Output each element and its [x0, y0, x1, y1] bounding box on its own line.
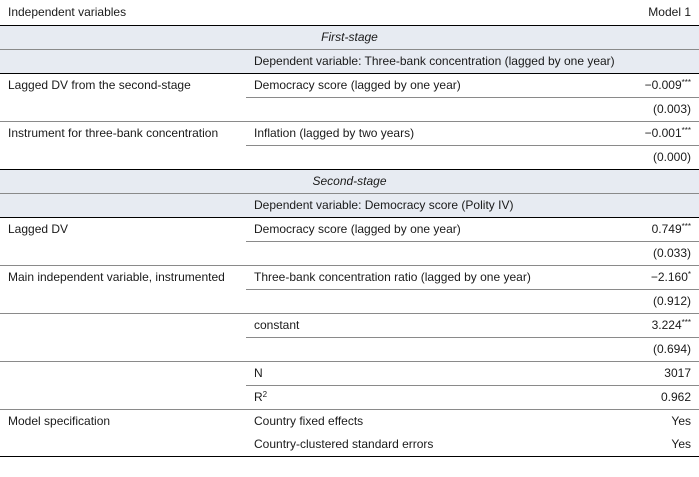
- second-stage-title: Second-stage: [0, 170, 699, 194]
- table-row: [0, 122, 699, 146]
- n-label: N: [246, 362, 609, 386]
- row-coefficient: 0.749***: [609, 218, 699, 242]
- row-label: Main independent variable, instrumented: [8, 270, 225, 285]
- first-stage-title: First-stage: [0, 26, 699, 50]
- second-stage-dv-row: [0, 194, 699, 218]
- row-coefficient: −0.009***: [609, 74, 699, 98]
- row-standard-error: (0.033): [609, 242, 699, 266]
- row-coefficient: 3.224***: [609, 314, 699, 338]
- header-model-1: Model 1: [609, 0, 699, 26]
- row-label: Lagged DV from the second-stage: [8, 78, 191, 93]
- row-standard-error: (0.000): [609, 146, 699, 170]
- stats-row-n: [0, 362, 699, 386]
- table-row: [0, 74, 699, 98]
- row-variable: Democracy score (lagged by one year): [246, 218, 609, 242]
- first-stage-title-row: [0, 26, 699, 50]
- table-row: [0, 146, 699, 170]
- r2-label: $R^2$: [246, 386, 609, 410]
- row-label: [0, 314, 246, 338]
- specification-value: Yes: [609, 433, 699, 457]
- table-row: [0, 218, 699, 242]
- row-standard-error: (0.912): [609, 290, 699, 314]
- table-row: [0, 314, 699, 338]
- specification-row: [0, 433, 699, 457]
- significance-stars: ***: [681, 318, 691, 327]
- row-variable: Three-bank concentration ratio (lagged by one year): [246, 266, 609, 290]
- table-row: [0, 290, 699, 314]
- specification-row: [0, 410, 699, 434]
- second-stage-title-row: [0, 170, 699, 194]
- table-row: [0, 338, 699, 362]
- significance-stars: ***: [681, 222, 691, 231]
- significance-stars: ***: [681, 126, 691, 135]
- stats-row-r2: [0, 386, 699, 410]
- table-header-row: [0, 0, 699, 26]
- row-variable: Democracy score (lagged by one year): [246, 74, 609, 98]
- second-stage-dependent-variable: Dependent variable: Democracy score (Polity IV): [246, 194, 699, 218]
- row-variable: Inflation (lagged by two years): [246, 122, 609, 146]
- row-standard-error: (0.694): [609, 338, 699, 362]
- significance-stars: ***: [681, 78, 691, 87]
- specification-item: Country fixed effects: [254, 414, 364, 428]
- significance-stars: *: [687, 270, 691, 279]
- row-coefficient: −0.001***: [609, 122, 699, 146]
- specification-value: Yes: [671, 414, 691, 428]
- row-label: Lagged DV: [8, 222, 69, 237]
- first-stage-dv-row: [0, 50, 699, 74]
- row-variable: constant: [246, 314, 609, 338]
- specification-label: Model specification: [8, 414, 111, 428]
- specification-item: Country-clustered standard errors: [246, 433, 609, 457]
- r2-value: 0.962: [609, 386, 699, 410]
- row-standard-error: (0.003): [609, 98, 699, 122]
- first-stage-dependent-variable: Dependent variable: Three-bank concentration (lagged by one year): [246, 50, 699, 74]
- table-row: [0, 242, 699, 266]
- row-coefficient: −2.160*: [609, 266, 699, 290]
- row-label: Instrument for three-bank concentration: [8, 126, 219, 141]
- table-row: [0, 98, 699, 122]
- n-value: 3017: [609, 362, 699, 386]
- header-independent-variables: Independent variables: [0, 0, 246, 26]
- table-row: [0, 266, 699, 290]
